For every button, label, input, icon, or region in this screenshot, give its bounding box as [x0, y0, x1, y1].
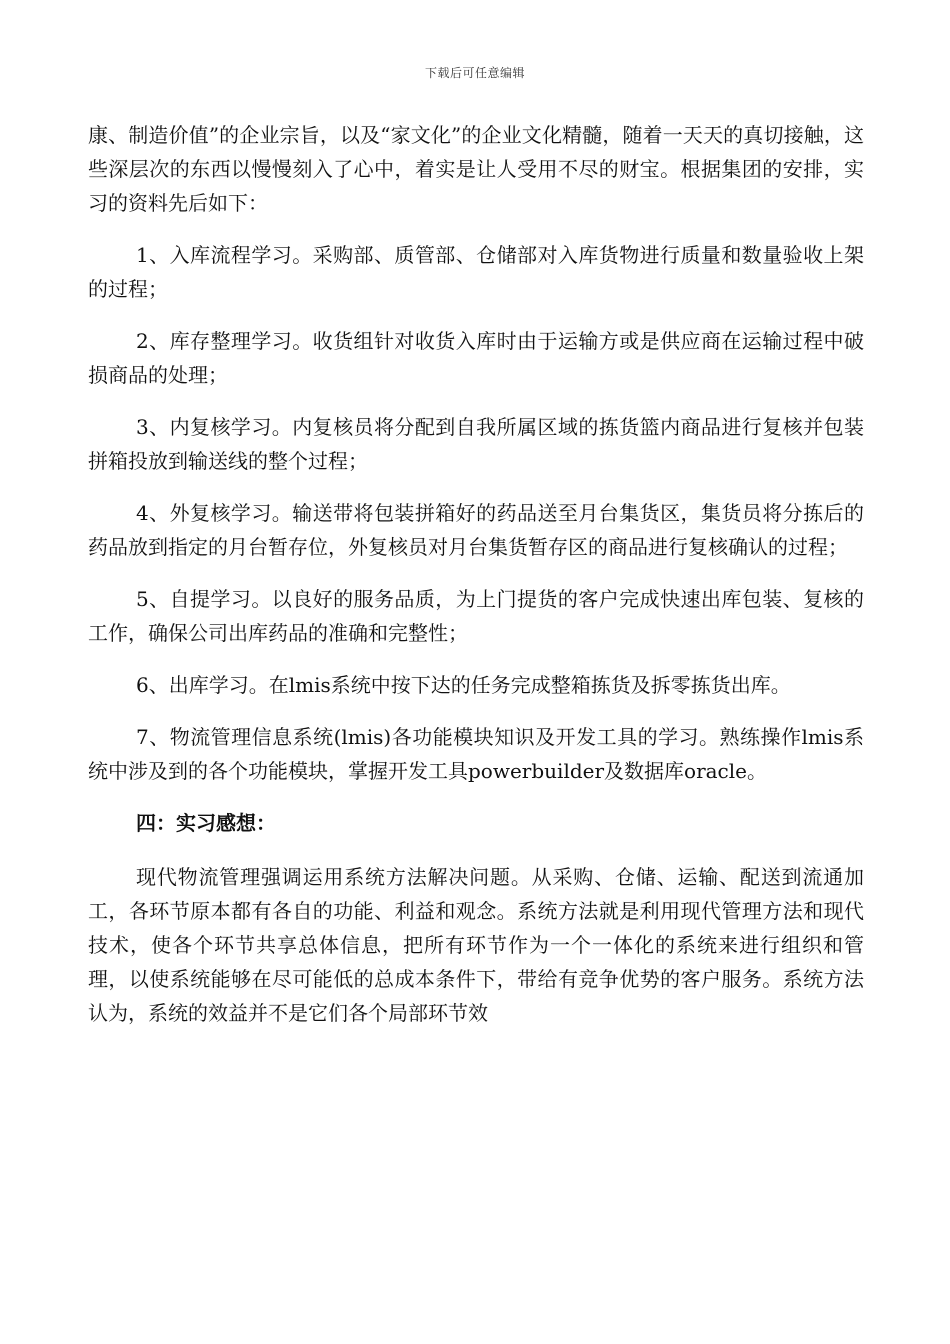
intro-paragraph: 康、制造价值”的企业宗旨，以及“家文化”的企业文化精髓，随着一天天的真切接触，这些深层次的东西以慢慢刻入了心中，着实是让人受用不尽的财宝。根据集团的安排，实习的资料先后如下： [88, 123, 864, 215]
list-item-4: 4、外复核学习。输送带将包装拼箱好的药品送至月台集货区，集货员将分拣后的药品放到指定的月台暂存位，外复核员对月台集货暂存区的商品进行复核确认的过程； [88, 501, 864, 559]
list-item-2: 2、库存整理学习。收货组针对收货入库时由于运输方或是供应商在运输过程中破损商品的处理； [88, 329, 864, 387]
list-item-1: 1、入库流程学习。采购部、质管部、仓储部对入库货物进行质量和数量验收上架的过程； [88, 243, 864, 301]
reflection-paragraph: 现代物流管理强调运用系统方法解决问题。从采购、仓储、运输、配送到流通加工，各环节原本都有各自的功能、利益和观念。系统方法就是利用现代管理方法和现代技术，使各个环节共享总体信息，把所有环节作为一个一体化的系统来进行组织和管理，以使系统能够在尽可能低的总成本条件下，带给有竞争优势的客户服务。系统方法认为，系统的效益并不是它们各个局部环节效 [88, 865, 864, 1025]
section-heading: 四：实习感想： [136, 811, 276, 835]
list-item-5: 5、自提学习。以良好的服务品质，为上门提货的客户完成快速出库包装、复核的工作，确保公司出库药品的准确和完整性； [88, 587, 864, 645]
list-item-3: 3、内复核学习。内复核员将分配到自我所属区域的拣货篮内商品进行复核并包装拼箱投放到输送线的整个过程； [88, 415, 864, 473]
list-item-7: 7、物流管理信息系统(lmis)各功能模块知识及开发工具的学习。熟练操作lmis系统中涉及到的各个功能模块，掌握开发工具powerbuilder及数据库oracle。 [88, 725, 864, 783]
document-body [88, 118, 864, 1030]
page-header: 下载后可任意编辑 [424, 66, 525, 80]
list-item-6: 6、出库学习。在lmis系统中按下达的任务完成整箱拣货及拆零拣货出库。 [136, 673, 791, 697]
